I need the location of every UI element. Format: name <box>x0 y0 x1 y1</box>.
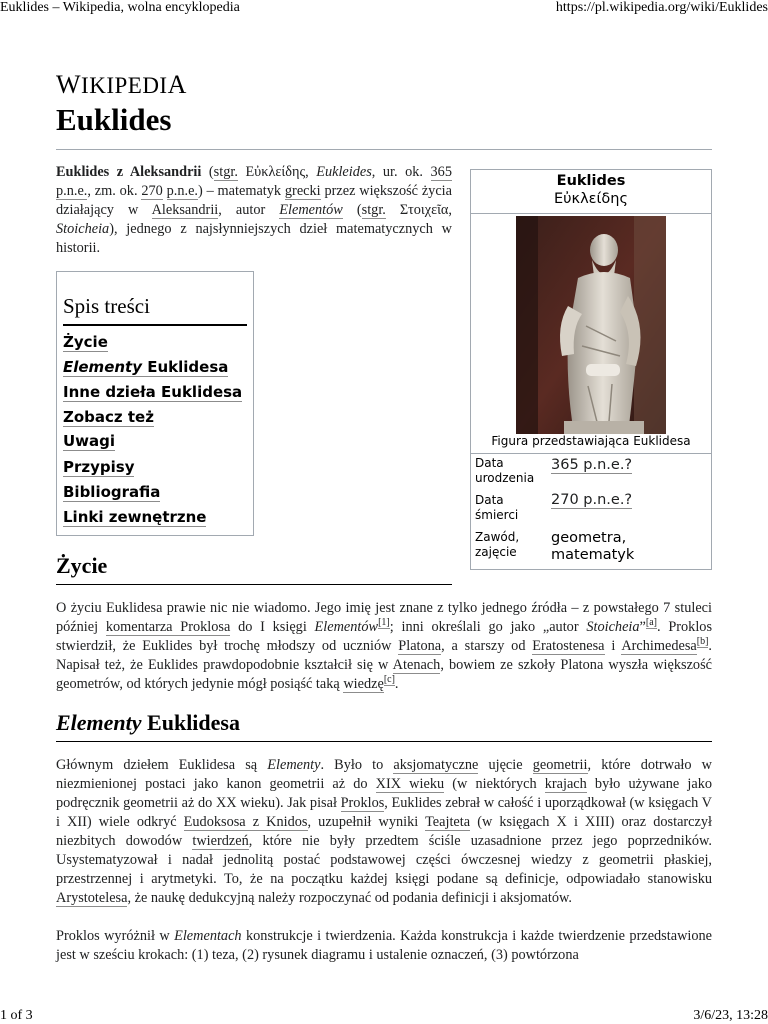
statue-photo[interactable] <box>516 216 666 434</box>
ref-1[interactable]: [1] <box>378 617 390 629</box>
infobox-label-birth: Data urodzenia <box>475 456 535 485</box>
title-divider <box>56 149 712 150</box>
infobox <box>470 169 712 570</box>
section-heading-elementy: Elementy Euklidesa <box>56 710 240 735</box>
link-aleksandria[interactable]: Aleksandrii <box>151 202 219 218</box>
link-platona[interactable]: Platona <box>398 638 442 654</box>
link-pne[interactable]: p.n.e. <box>56 183 88 199</box>
link-geometrii[interactable]: geometrii <box>532 757 588 773</box>
wordmark-initial: W <box>56 70 82 99</box>
elementy-paragraph-1: Głównym dziełem Euklidesa są Elementy. Było to aksjomatyczne ujęcie geometrii, które dotrwało w niezmienionej postaci jako kanon geometrii aż do XIX wieku (w niektórych krajach było używane jako podręcznik geometrii aż do XX wieku). Jak pisał Proklos, Euklides zebrał w całość i uporządkował (w księgach V i XII) wiele odkryć Eudoksosa z Knidos, uzupełnił wyniki Teajteta (w księgach X i XIII) oraz dostarczył niezbitych dowodów twierdzeń, które nie były przedtem ściśle uzasadnione przez jego poprzedników. Usystematyzował i nadał jednolitą postać podstawowej części ówczesnej wiedzy z geometrii płaskiej, przestrzennej i arytmetyki. To, że na początku każdej księgi podane są definicje, odpowiadało stanowisku Arystotelesa, że naukę dedukcyjną należy rozpoczynać od podania definicji i aksjomatów. <box>56 757 713 906</box>
toc-item-inne-dziela[interactable]: Inne dzieła Euklidesa <box>63 383 243 401</box>
link-stgr[interactable]: stgr. <box>361 202 386 218</box>
section-heading-zycie: Życie <box>56 553 108 578</box>
wordmark-rest: IKIPEDI <box>81 73 168 98</box>
link-elementow[interactable]: Elementów <box>279 202 343 218</box>
infobox-caption: Figura przedstawiająca Euklidesa <box>491 434 691 448</box>
infobox-value-death[interactable] <box>551 492 706 509</box>
link-krajach[interactable]: krajach <box>544 776 587 792</box>
link-365[interactable]: 365 <box>430 164 452 180</box>
print-footer-page: 1 of 3 <box>0 1008 33 1023</box>
link-komentarz-proklosa[interactable]: komentarza Proklosa <box>105 619 231 635</box>
intro-subject: Euklides z Aleksandrii <box>56 164 202 180</box>
infobox-divider <box>471 213 711 214</box>
link-teajteta[interactable]: Teajteta <box>425 814 471 830</box>
wikipedia-wordmark[interactable] <box>56 70 187 100</box>
infobox-label-death: Data śmierci <box>475 493 519 522</box>
link-proklos[interactable]: Proklos <box>340 795 385 811</box>
link-aksjomatyczne[interactable]: aksjomatyczne <box>393 757 479 773</box>
toc-item-linki[interactable]: Linki zewnętrzne <box>63 508 207 526</box>
toc-item-uwagi[interactable]: Uwagi <box>63 432 116 450</box>
intro-paragraph: Euklides z Aleksandrii (stgr. Εὐκλείδης, Eukleides, ur. ok. 365 p.n.e., zm. ok. 270 p.n.e.) – matematyk grecki przez większość życia działający w Aleksandrii, autor Elementów (stgr. Στοιχεῖα, Stoicheia), jednego z najsłynniejszych dzieł matematycznych w historii. <box>56 164 452 256</box>
death-date-link[interactable]: 270 p.n.e.? <box>551 492 633 508</box>
link-wiedze[interactable]: wiedzę <box>343 676 384 692</box>
toc-item-bibliografia[interactable]: Bibliografia <box>63 483 161 501</box>
page-title: Euklides <box>56 102 172 137</box>
section-divider <box>56 741 712 742</box>
toc-item-elementy[interactable]: Elementy Euklidesa <box>63 358 229 376</box>
ref-b[interactable]: [b] <box>696 636 709 648</box>
ref-a[interactable]: [a] <box>645 617 657 629</box>
print-header-url: https://pl.wikipedia.org/wiki/Euklides <box>555 0 768 15</box>
ref-c[interactable]: [c] <box>383 674 395 686</box>
link-archimedesa[interactable]: Archimedesa <box>621 638 697 654</box>
link-eudoksosa[interactable]: Eudoksosa z Knidos <box>183 814 308 830</box>
link-arystotelesa[interactable]: Arystotelesa <box>56 890 128 906</box>
infobox-greek-name: Εὐκλείδης <box>554 191 628 207</box>
link-twierdzen[interactable]: twierdzeń <box>192 833 249 849</box>
infobox-value-occupation: geometra, matematyk <box>551 530 635 563</box>
toc-item-zycie[interactable]: Życie <box>63 333 108 351</box>
infobox-label-occupation: Zawód, zajęcie <box>475 530 520 559</box>
wordmark-final: A <box>167 70 187 99</box>
link-270[interactable]: 270 <box>141 183 163 199</box>
print-footer-timestamp: 3/6/23, 13:28 <box>693 1008 768 1023</box>
infobox-value-birth[interactable] <box>551 457 706 474</box>
toc-title: Spis treści <box>63 294 150 318</box>
link-atenach[interactable]: Atenach <box>392 657 441 673</box>
infobox-name: Euklides <box>556 173 626 189</box>
birth-date-link[interactable]: 365 p.n.e.? <box>551 457 633 473</box>
link-stgr[interactable]: stgr. <box>213 164 238 180</box>
toc-item-zobacz-tez[interactable]: Zobacz też <box>63 408 154 426</box>
table-of-contents <box>56 271 254 536</box>
section-divider <box>56 584 452 585</box>
infobox-divider <box>471 453 711 454</box>
link-pne[interactable]: p.n.e. <box>166 183 198 199</box>
toc-divider <box>63 324 247 326</box>
elementy-paragraph-2: Proklos wyróżnił w Elementach konstrukcje i twierdzenia. Każda konstrukcja i każde twierdzenie przedstawione jest w sześciu krokach: (1) teza, (2) rysunek diagramu i ustalenie oznaczeń, (3) powtórzona <box>56 928 713 963</box>
link-eratostenesa[interactable]: Eratostenesa <box>532 638 605 654</box>
link-grecki[interactable]: grecki <box>284 183 321 199</box>
link-xix-wieku[interactable]: XIX wieku <box>375 776 445 792</box>
zycie-paragraph: O życiu Euklidesa prawie nic nie wiadomo. Jego imię jest znane z tylko jednego źródła – z powstałego 7 stuleci później komentarza Proklosa do I księgi Elementów[1]; inni określali go jako „autor Stoicheia”[a]. Proklos stwierdził, że Euklides był trochę młodszy od uczniów Platona, a starszy od Eratostenesa i Archimedesa[b]. Napisał też, że Euklides prawdopodobnie kształcił się w Atenach, bowiem ze szkoły Platona wyszła większość geometrów, od których jedynie mógł posiąść taką wiedzę[c]. <box>56 600 713 692</box>
print-header-title: Euklides – Wikipedia, wolna encyklopedia <box>0 0 240 15</box>
toc-item-przypisy[interactable]: Przypisy <box>63 458 135 476</box>
